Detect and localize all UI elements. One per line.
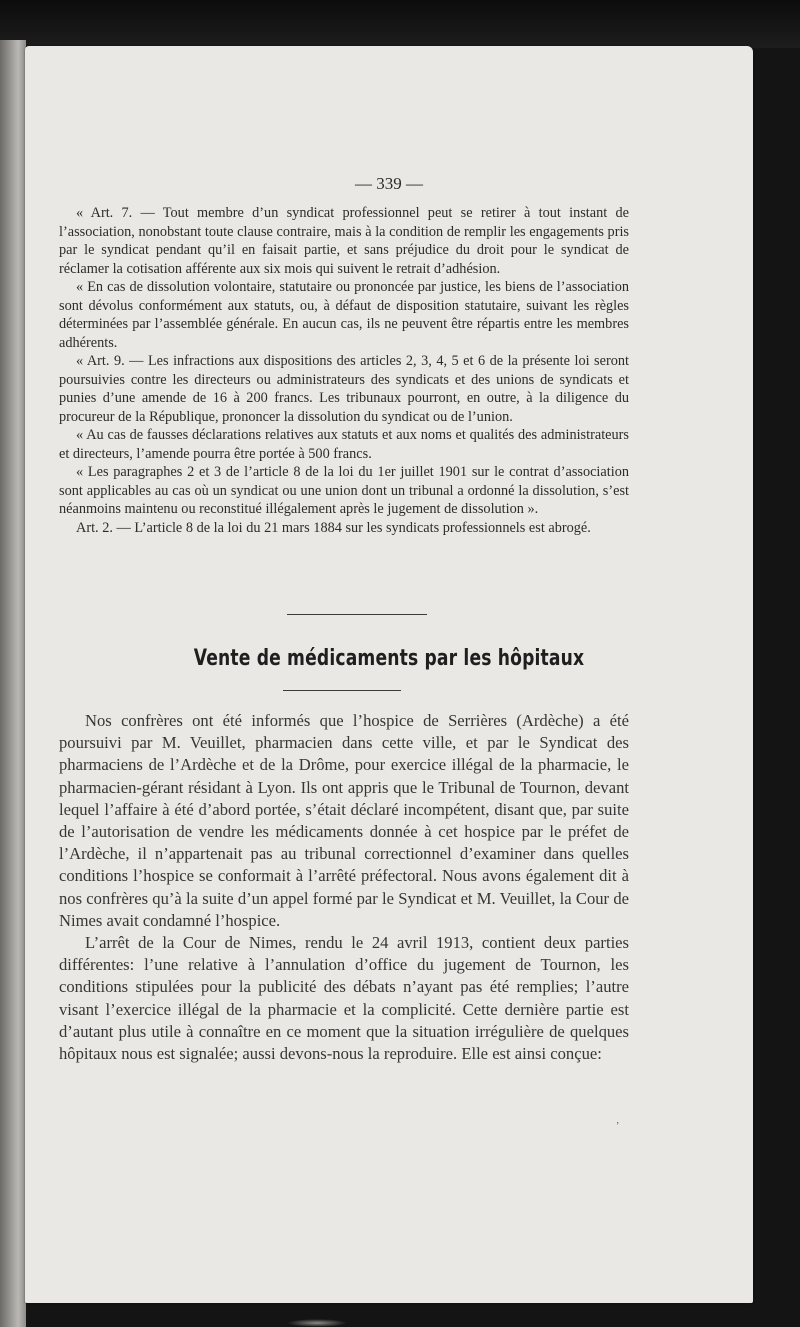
article-paragraph: « En cas de dissolution volontaire, statutaire ou prononcée par justice, les biens de l’association sont dévolus conformément aux statuts, ou, à défaut de disposition statutaire, suivant les règles déterminées par l’assemblée générale. En aucun cas, ils ne peuvent être répartis entre les membres adhérents. (59, 279, 629, 351)
article-paragraph: « Art. 9. — Les infractions aux dispositions des articles 2, 3, 4, 5 et 6 de la présente loi seront poursuivies contre les directeurs ou administrateurs des syndicats et des unions de syndicats et punies d’une amende de 16 à 200 francs. Les tribunaux pourront, en outre, à la diligence du procureur de la République, prononcer la dissolution du syndicat ou de l’union. (59, 353, 629, 425)
document-page (25, 46, 753, 1303)
section-divider-bottom (283, 690, 401, 691)
article-body (59, 710, 629, 1065)
scan-smudge (287, 1319, 347, 1327)
law-articles-block (59, 204, 629, 537)
page-number: — 339 — (355, 174, 423, 193)
stray-ink-mark: ’ (616, 1121, 620, 1132)
body-paragraph: Nos confrères ont été informés que l’hospice de Serrières (Ardèche) a été poursuivi par M. Veuillet, pharmacien dans cette ville, et par le Syndicat des pharmaciens de l’Ardèche et de la Drôme, pour exercice illégal de la pharmacie, le pharmacien-gérant résidant à Lyon. Ils ont appris que le Tribunal de Tournon, devant lequel l’affaire à été d’abord portée, s’était déclaré incompétent, disant que, par suite de l’autorisation de vendre les médicaments donnée à cet hospice par le préfet de l’Ardèche, il n’appartenait pas au tribunal correctionnel d’examiner dans quelles conditions l’hospice se conformait à l’arrêté préfectoral. Nous avons également dit à nos confrères qu’à la suite d’un appel formé par le Syndicat et M. Veuillet, la Cour de Nimes avait condamné l’hospice. (59, 711, 629, 930)
article-paragraph: « Au cas de fausses déclarations relatives aux statuts et aux noms et qualités des administrateurs et directeurs, l’amende pourra être portée à 500 francs. (59, 427, 629, 462)
article-paragraph: « Les paragraphes 2 et 3 de l’article 8 de la loi du 1er juillet 1901 sur le contrat d’association sont applicables au cas où un syndicat ou une union dont un tribunal a ordonné la dissolution, s’est néanmoins maintenu ou reconstitué illégalement après le jugement de dissolution ». (59, 464, 629, 517)
adjacent-page-edge (0, 40, 26, 1327)
section-divider-top (287, 614, 427, 615)
article-paragraph: « Art. 7. — Tout membre d’un syndicat professionnel peut se retirer à tout instant de l’association, nonobstant toute clause contraire, mais à la condition de remplir les engagements pris par le syndicat pendant qu’il en faisait partie, et sans préjudice du droit pour le syndicat de réclamer la cotisation afférente aux six mois qui suivent le retrait d’adhésion. (59, 205, 629, 277)
body-paragraph: L’arrêt de la Cour de Nimes, rendu le 24 avril 1913, contient deux parties différentes: l’une relative à l’annulation d’office du jugement de Tournon, les conditions stipulées pour la publicité des débats n’ayant pas été remplies; l’autre visant l’exercice illégal de la pharmacie et la complicité. Cette dernière partie est d’autant plus utile à connaître en ce moment que la situation irrégulière de quelques hôpitaux nous est signalée; aussi devons-nous la reproduire. Elle est ainsi conçue: (59, 933, 629, 1064)
scan-top-background (0, 0, 800, 48)
section-heading: Vente de médicaments par les hôpitaux (193, 646, 585, 671)
article-paragraph: Art. 2. — L’article 8 de la loi du 21 mars 1884 sur les syndicats professionnels est abrogé. (76, 519, 591, 536)
